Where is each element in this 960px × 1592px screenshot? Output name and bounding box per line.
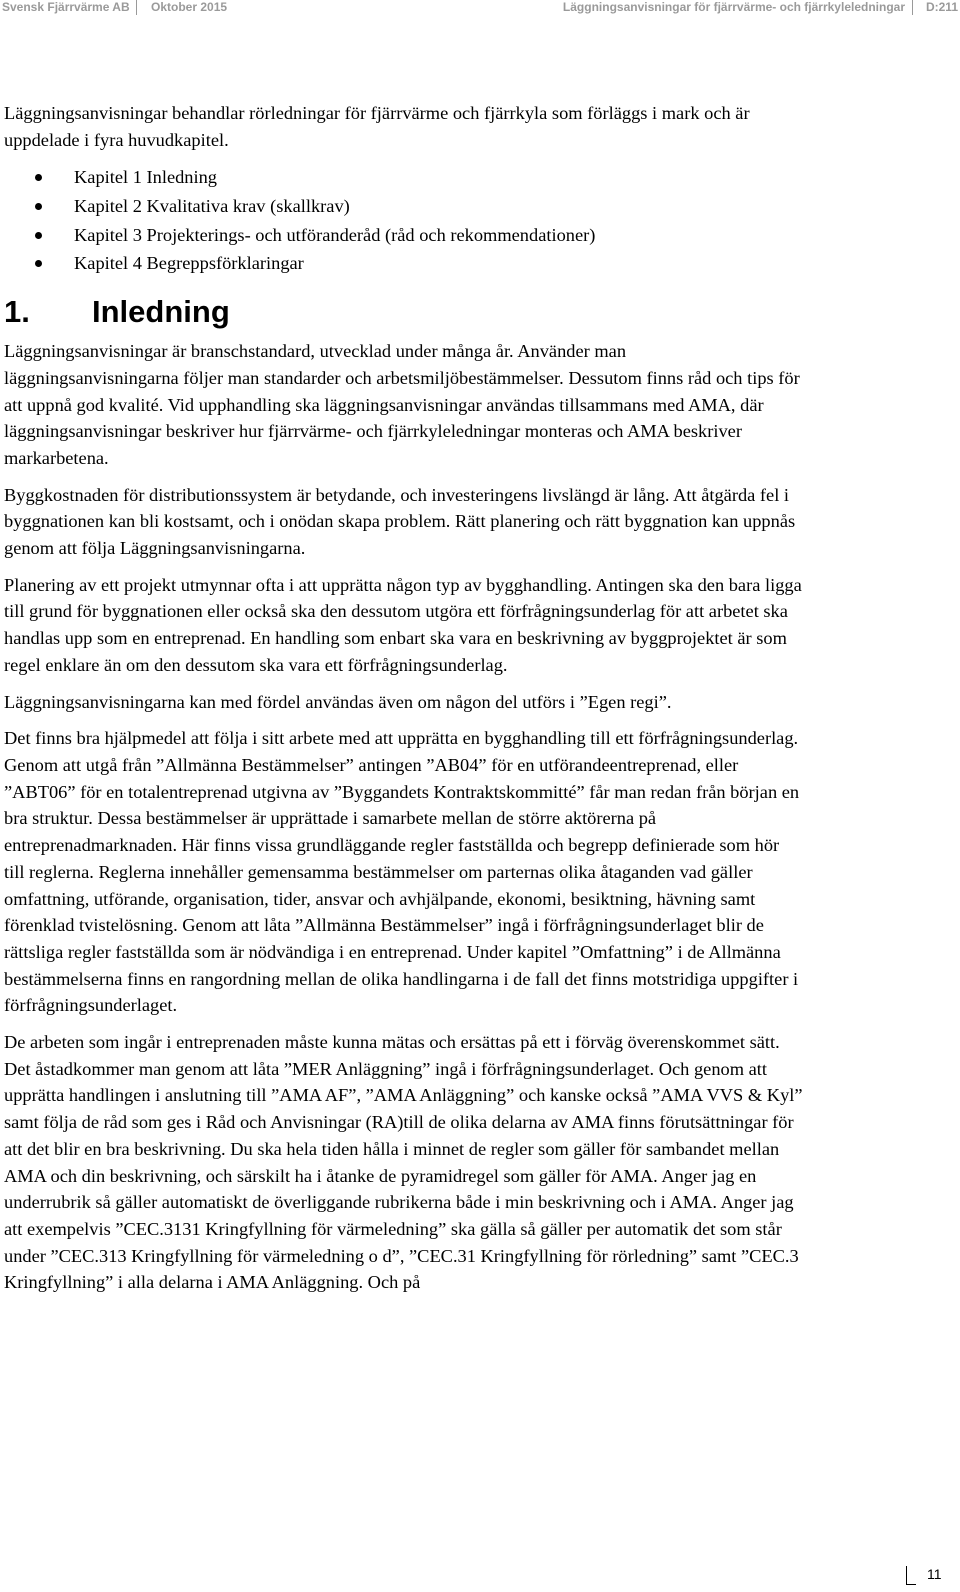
list-item-text: Kapitel 1 Inledning: [74, 167, 218, 188]
body-paragraph: Läggningsanvisningar är branschstandard, utvecklad under många år. Använder man läggningsanvisningarna följer man standarder och arbetsmiljöbestämmelser. Dessutom finns råd och tips för att uppnå god kvalité. Vid upphandling ska läggningsanvisningar användas tillsammans med AMA, där läggningsanvisningar beskriver hur fjärrvärme- och fjärrkyleledningar monteras och AMA beskriver markarbetena.: [4, 341, 800, 468]
header-document-number: D:211: [925, 0, 958, 14]
list-item: [4, 249, 804, 278]
list-item: [4, 163, 804, 192]
body-paragraph: Planering av ett projekt utmynnar ofta i att upprätta någon typ av bygghandling. Antingen ska den bara ligga till grund för byggnationen eller också ska den dessutom utgöra ett förfrågningsunderlag för att arbetet ska handlas upp som en entreprenad. En handling som enbart ska vara en beskrivning av byggprojektet är som regel enklare än om den dessutom ska vara ett förfrågningsunderlag.: [4, 574, 802, 675]
body-paragraph: Det finns bra hjälpmedel att följa i sitt arbete med att upprätta en bygghandling till ett förfrågningsunderlag. Genom att utgå från ”Allmänna Bestämmelser” antingen ”AB04” för en utförandeentreprenad, eller ”ABT06” för en totalentreprenad utgivna av ”Byggandets Kontraktskommitté” får man redan från början en bra struktur. Dessa bestämmelser är upprättade i samarbete mellan de större aktörerna på entreprenadmarknaden. Här finns vissa grundläggande regler fastställda och begrepp definierade som hör till reglerna. Reglerna innehåller gemensamma bestämmelser om parternas olika åtaganden vad gäller omfattning, utförande, organisation, tider, ansvar och avhjälpande, ekonomi, besiktning, hävning samt förenklad tvistelösning. Genom att låta ”Allmänna Bestämmelser” ingå i förfrågningsunderlaget blir de rättsliga regler fastställda som är nödvändiga i en entreprenad. Under kapitel ”Omfattning” i de Allmänna bestämmelserna finns en rangordning mellan de olika handlingarna i de fall det finns motstridiga uppgifter i förfrågningsunderlaget.: [4, 728, 800, 1016]
list-item-text: Kapitel 4 Begreppsförklaringar: [74, 253, 304, 274]
section-number: 1.: [4, 294, 30, 330]
header-divider: [912, 0, 913, 15]
footer-rule: [906, 1584, 916, 1585]
bullet-icon: [35, 174, 42, 181]
body-paragraph: De arbeten som ingår i entreprenaden måste kunna mätas och ersättas på ett i förväg överenskommet sätt. Det åstadkommer man genom att låta ”MER Anläggning” ingå i förfrågningsunderlaget. Och genom att upprätta handlingen i anslutning till ”AMA AF”, ”AMA Anläggning” och kanske också ”AMA VVS & Kyl” samt följa de råd som ges i Råd och Anvisningar (RA)till de olika delarna av AMA finns förutsättningar för att det blir en bra beskrivning. Du ska hela tiden hålla i minnet de regler som gäller för sambandet mellan AMA och din beskrivning, och särskilt ha i åtanke de pyramidregel som gäller för AMA. Anger jag en underrubrik så gäller automatiskt de överliggande rubrikerna både i min beskrivning och i AMA. Anger jag att exempelvis ”CEC.3131 Kringfyllning för värmeledning” ska gälla så gäller per automatik det som står under ”CEC.313 Kringfyllning för värmeledning o d”, ”CEC.31 Kringfyllning för rörledning” samt ”CEC.3 Kringfyllning” i alla delarna i AMA Anläggning. Och på: [4, 1032, 803, 1293]
header-document-title: Läggningsanvisningar för fjärrvärme- och fjärrkyleledningar: [562, 0, 905, 14]
bullet-icon: [35, 203, 42, 210]
page-number: 11: [927, 1566, 942, 1582]
bullet-icon: [35, 260, 42, 267]
list-item-text: Kapitel 3 Projekterings- och utföranderåd (råd och rekommendationer): [74, 224, 596, 245]
section-heading: [4, 294, 804, 330]
header-date: Oktober 2015: [151, 0, 228, 14]
list-item: [4, 221, 804, 250]
body-paragraph: Läggningsanvisningarna kan med fördel användas även om någon del utförs i ”Egen regi”.: [4, 691, 672, 712]
list-item-text: Kapitel 2 Kvalitativa krav (skallkrav): [74, 196, 350, 217]
page-header: [0, 0, 960, 14]
header-divider: [136, 0, 137, 15]
section-title: Inledning: [92, 294, 230, 330]
body-paragraph: Byggkostnaden för distributionssystem är betydande, och investeringens livslängd är lång. Att åtgärda fel i byggnationen kan bli kostsamt, och i onödan skapa problem. Rätt planering och rätt byggnation kan uppnås genom att följa Läggningsanvisningarna.: [4, 484, 796, 559]
intro-paragraph: Läggningsanvisningar behandlar rörledningar för fjärrvärme och fjärrkyla som förläggs i mark och är uppdelade i fyra huvudkapitel.: [4, 103, 750, 150]
list-item: [4, 192, 804, 221]
page-footer: [906, 1566, 954, 1586]
bullet-icon: [35, 232, 42, 239]
footer-rule: [906, 1566, 907, 1584]
header-company: Svensk Fjärrvärme AB: [2, 0, 130, 14]
chapter-list: [4, 163, 804, 278]
page-content: [4, 100, 804, 1306]
